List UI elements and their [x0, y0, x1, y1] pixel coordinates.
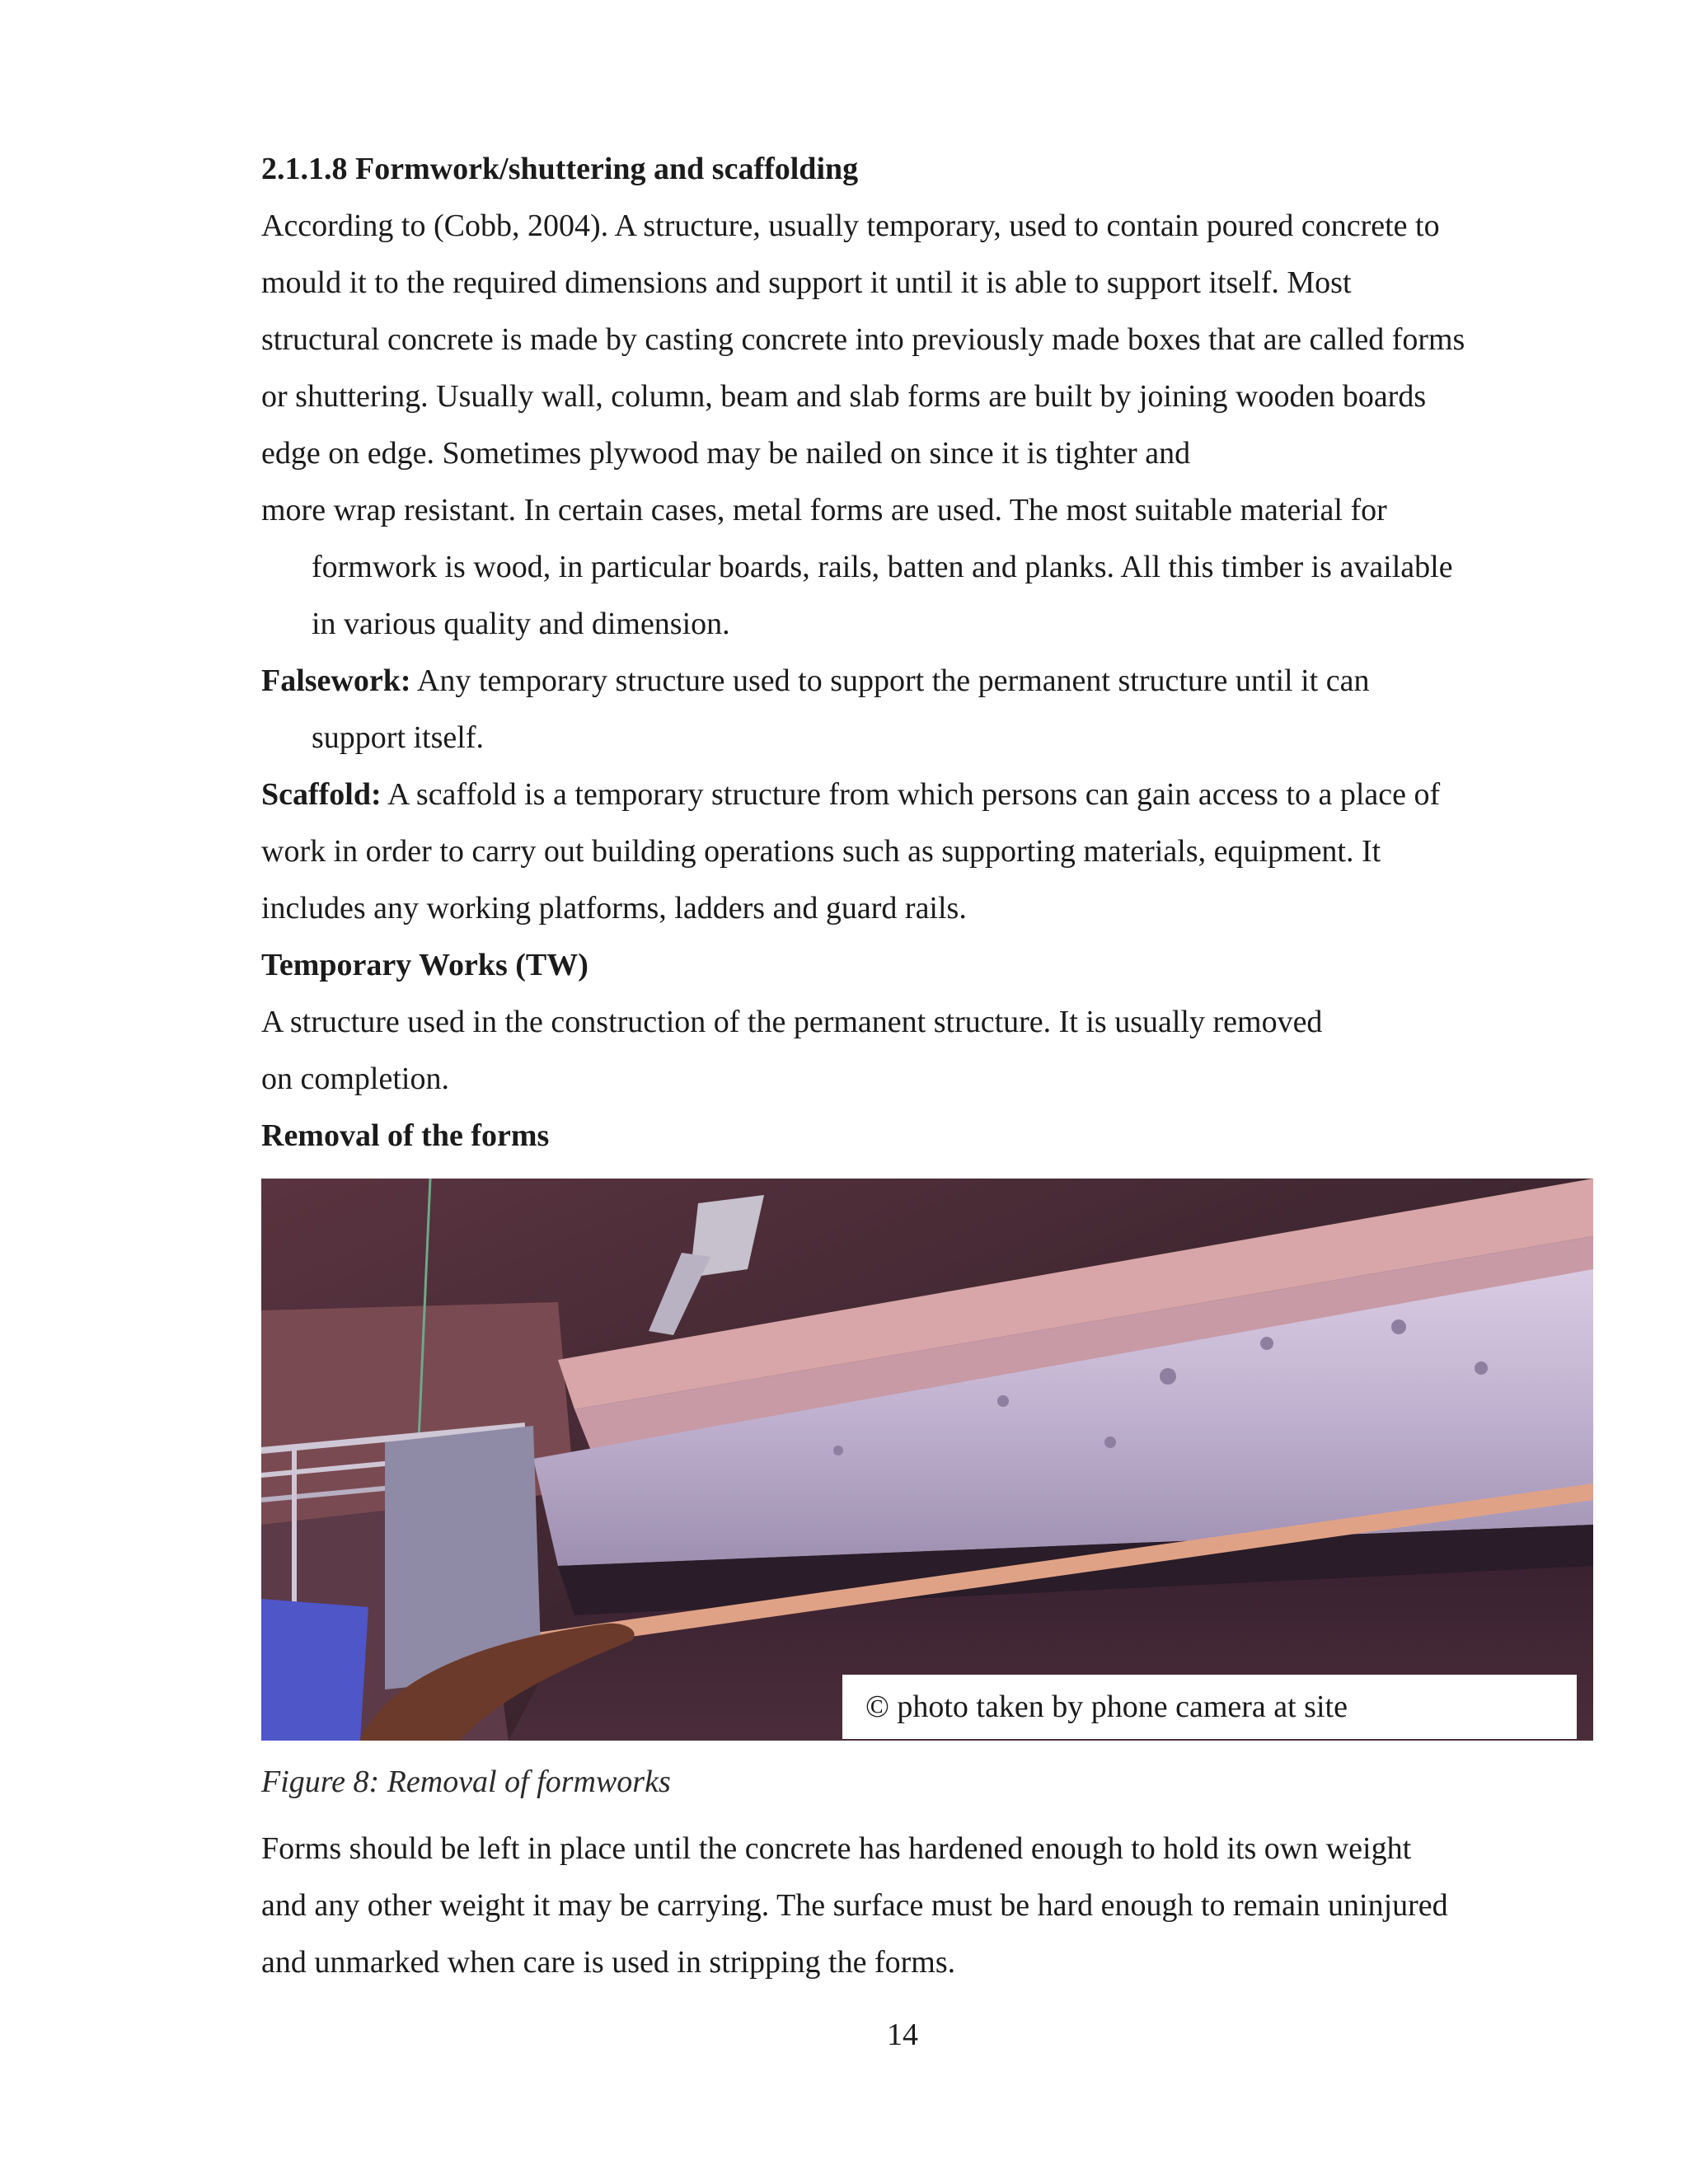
page-number: 14	[887, 2018, 918, 2052]
figure-caption: Figure 8: Removal of formworks	[261, 1765, 671, 1799]
scaffold-text: A scaffold is a temporary structure from which persons can gain access to a place of	[381, 777, 1441, 812]
removal-heading: Removal of the forms	[261, 1118, 550, 1153]
paragraph-line: and any other weight it may be carrying. The surface must be hard enough to remain uninjured	[261, 1888, 1448, 1923]
figure-photo	[261, 1179, 1593, 1741]
paragraph-line: edge on edge. Sometimes plywood may be nailed on since it is tighter and	[261, 436, 1191, 471]
paragraph-line: Forms should be left in place until the concrete has hardened enough to hold its own weight	[261, 1831, 1412, 1866]
scaffold-definition	[261, 775, 1440, 814]
paragraph-line: or shuttering. Usually wall, column, beam and slab forms are built by joining wooden boards	[261, 379, 1427, 414]
falsework-text: Any temporary structure used to support the permanent structure until it can	[410, 663, 1370, 698]
formwork-photo-image	[261, 1179, 1593, 1741]
scaffold-term: Scaffold:	[261, 777, 382, 812]
scaffold-text-cont: work in order to carry out building operations such as supporting materials, equipment. It	[261, 834, 1381, 869]
section-heading: 2.1.1.8 Formwork/shuttering and scaffolding	[261, 152, 859, 186]
falsework-definition	[261, 661, 1369, 701]
scaffold-text-cont: includes any working platforms, ladders and guard rails.	[261, 891, 967, 926]
photo-credit: © photo taken by phone camera at site	[842, 1675, 1577, 1739]
paragraph-line: mould it to the required dimensions and support it until it is able to support itself. Most	[261, 265, 1352, 300]
paragraph-line: in various quality and dimension.	[312, 607, 730, 641]
temporary-works-text: A structure used in the construction of the permanent structure. It is usually removed	[261, 1005, 1323, 1039]
paragraph-line: structural concrete is made by casting concrete into previously made boxes that are called forms	[261, 322, 1465, 357]
temporary-works-heading: Temporary Works (TW)	[261, 948, 588, 982]
falsework-text-cont: support itself.	[312, 720, 484, 755]
paragraph-line: formwork is wood, in particular boards, rails, batten and planks. All this timber is available	[312, 550, 1453, 584]
paragraph-line: more wrap resistant. In certain cases, metal forms are used. The most suitable material for	[261, 493, 1387, 527]
paragraph-line: According to (Cobb, 2004). A structure, usually temporary, used to contain poured concrete to	[261, 209, 1440, 243]
paragraph-line: and unmarked when care is used in stripping the forms.	[261, 1945, 956, 1980]
falsework-term: Falsework:	[261, 663, 411, 698]
temporary-works-text-cont: on completion.	[261, 1062, 449, 1096]
